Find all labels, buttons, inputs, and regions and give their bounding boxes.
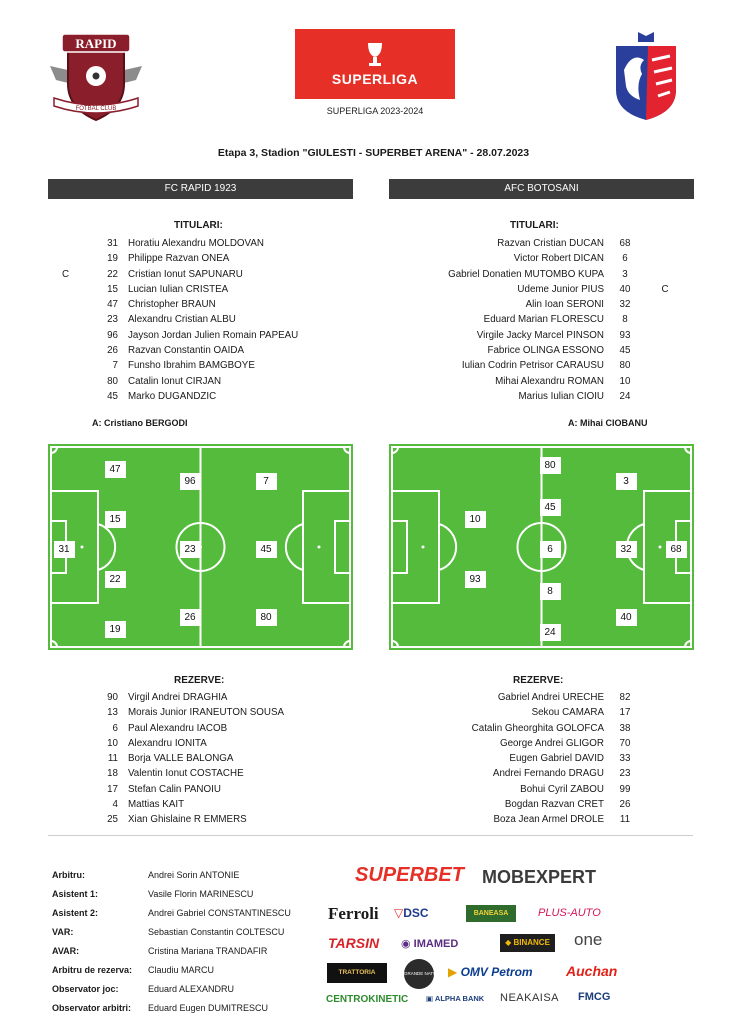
superliga-logo: [295, 29, 455, 99]
player-row: [62, 705, 362, 720]
captain-marker: C: [62, 268, 70, 280]
official-role: Asistent 1:: [52, 889, 99, 899]
sponsor-imamed: [401, 937, 458, 950]
player-name: Cristian Ionut SAPUNARU: [128, 268, 243, 280]
pitch-player-marker: 19: [105, 621, 126, 638]
player-name: Virgile Jacky Marcel PINSON: [476, 329, 604, 341]
player-name: George Andrei GLIGOR: [499, 737, 604, 749]
player-row: [380, 736, 686, 751]
player-number: 15: [107, 283, 118, 295]
pitch-player-marker: 40: [616, 609, 637, 626]
sponsor-baneasa: BANEASA: [466, 905, 516, 922]
superliga-logo-text: SUPERLIGA: [331, 71, 419, 87]
pitch-player-marker: 8: [540, 583, 561, 600]
player-row: [62, 751, 362, 766]
match-info: Etapa 3, Stadion "GIULESTI - SUPERBET ARENA" - 28.07.2023: [217, 147, 530, 159]
player-row: [62, 374, 362, 389]
crown-icon: [638, 32, 654, 42]
official-role: Observator joc:: [52, 984, 119, 994]
player-name: Mattias KAIT: [128, 799, 185, 811]
sponsor-neakaisa: NEAKAISA: [500, 992, 560, 1004]
player-row: [62, 328, 362, 343]
sponsor-dsc-label: DSC: [403, 906, 429, 920]
sponsor-auchan: Auchan: [566, 963, 618, 979]
player-row: [62, 766, 362, 781]
official-name: Sebastian Constantin COLTESCU: [148, 927, 285, 937]
rapid-club-logo: [48, 28, 144, 124]
pitch-player-marker: 24: [540, 624, 561, 641]
player-row: [380, 766, 686, 781]
away-formation-pitch: [389, 444, 694, 650]
pitch-player-marker: 32: [616, 541, 637, 558]
player-row: [62, 812, 362, 827]
pitch-player-marker: 68: [666, 541, 687, 558]
player-name: Stefan Calin PANOIU: [128, 783, 221, 795]
player-row: [62, 251, 362, 266]
player-name: Lucian Iulian CRISTEA: [128, 283, 229, 295]
official-name: Vasile Florin MARINESCU: [148, 889, 254, 899]
official-name: Andrei Gabriel CONSTANTINESCU: [148, 908, 291, 918]
pitch-player-marker: 6: [540, 541, 561, 558]
official-role: Observator arbitri:: [52, 1003, 132, 1013]
sponsor-tarsin: TARSIN: [328, 935, 380, 951]
player-number: 82: [619, 692, 631, 703]
player-name: Funsho Ibrahim BAMGBOYE: [128, 360, 255, 372]
player-name: Victor Robert DICAN: [513, 253, 604, 265]
pitch-player-marker: 31: [54, 541, 75, 558]
sponsor-imamed-label: IMAMED: [413, 938, 459, 950]
player-number: 10: [619, 375, 631, 387]
player-row: [380, 328, 686, 343]
player-number: 45: [107, 390, 118, 402]
player-row: [380, 797, 686, 812]
away-rezerve-title: REZERVE:: [513, 675, 564, 686]
player-name: Marko DUGANDZIC: [128, 390, 217, 402]
player-number: 4: [112, 799, 118, 811]
player-number: 24: [619, 390, 631, 402]
sponsor-one: one: [574, 930, 603, 949]
sponsor-binance: [500, 934, 555, 952]
sponsor-ferroli: Ferroli: [328, 904, 379, 923]
player-name: Eugen Gabriel DAVID: [509, 753, 604, 765]
rapid-logo-subtext: FOTBAL CLUB: [75, 106, 117, 112]
home-coach: A: Cristiano BERGODI: [92, 418, 188, 428]
player-row: [380, 812, 686, 827]
player-name: Bohui Cyril ZABOU: [520, 783, 604, 795]
pitch-player-marker: 45: [540, 499, 561, 516]
official-name: Claudiu MARCU: [148, 965, 215, 975]
player-row: [62, 797, 362, 812]
player-name: Xian Ghislaine R EMMERS: [128, 814, 247, 826]
sponsor-omv-label: OMV Petrom: [460, 965, 533, 979]
official-name: Eduard ALEXANDRU: [148, 984, 235, 994]
player-name: Virgil Andrei DRAGHIA: [128, 692, 228, 703]
player-row: [380, 705, 686, 720]
player-row: [380, 374, 686, 389]
pitch-player-marker: 26: [180, 609, 201, 626]
official-name: Andrei Sorin ANTONIE: [148, 870, 240, 880]
player-name: Catalin Gheorghita GOLOFCA: [471, 722, 604, 734]
player-name: Paul Alexandru IACOB: [128, 722, 228, 734]
dsc-mark-icon: ▽: [394, 906, 404, 920]
home-team-bar: FC RAPID 1923: [48, 179, 353, 199]
player-row: [380, 251, 686, 266]
section-divider: [48, 835, 693, 836]
away-subs-list: [380, 690, 686, 828]
home-starters-list: [62, 236, 362, 404]
player-row: [380, 236, 686, 251]
player-number: 40: [619, 283, 631, 295]
player-name: Eduard Marian FLORESCU: [483, 314, 604, 326]
pitch-player-marker: 10: [465, 511, 486, 528]
imamed-mark-icon: ◉: [401, 938, 414, 950]
player-row: [380, 782, 686, 797]
player-name: Alin Ioan SERONI: [525, 299, 604, 311]
player-name: Bogdan Razvan CRET: [504, 799, 604, 811]
sponsor-plus-auto: PLUS-AUTO: [538, 907, 601, 919]
player-name: Valentin Ionut COSTACHE: [128, 768, 244, 780]
official-role: Arbitru de rezerva:: [52, 965, 133, 975]
player-number: 6: [622, 253, 628, 265]
player-name: Udeme Junior PIUS: [517, 283, 604, 295]
pitch-player-marker: 23: [180, 541, 201, 558]
player-number: 38: [619, 722, 631, 734]
player-name: Morais Junior IRANEUTON SOUSA: [128, 707, 285, 719]
player-number: 68: [619, 238, 631, 249]
player-name: Gabriel Donatien MUTOMBO KUPA: [448, 268, 604, 280]
player-row: [380, 343, 686, 358]
player-row: [62, 389, 362, 404]
player-name: Alexandru Cristian ALBU: [128, 314, 236, 326]
player-number: 6: [112, 722, 118, 734]
player-row: [380, 297, 686, 312]
pitch-player-marker: 45: [256, 541, 277, 558]
sponsor-omv-petrom: [448, 965, 533, 979]
player-name: Jayson Jordan Julien Romain PAPEAU: [128, 329, 299, 341]
player-row: [62, 343, 362, 358]
player-number: 23: [619, 768, 631, 780]
home-titulari-title: TITULARI:: [174, 220, 223, 231]
player-number: 7: [112, 360, 118, 372]
player-row: [62, 267, 362, 282]
player-name: Catalin Ionut CIRJAN: [128, 375, 222, 387]
official-role: AVAR:: [52, 946, 80, 956]
pitch-player-marker: 47: [105, 461, 126, 478]
player-number: 13: [107, 707, 118, 719]
player-name: Alexandru IONITA: [128, 737, 207, 749]
sponsor-superbet: SUPERBET: [355, 864, 464, 886]
player-row: [62, 782, 362, 797]
player-name: Razvan Constantin OAIDA: [128, 345, 244, 357]
sponsor-fmcg: FMCG: [578, 991, 611, 1003]
home-rezerve-title: REZERVE:: [174, 675, 225, 686]
away-starters-list: [380, 236, 686, 404]
away-titulari-title: TITULARI:: [510, 220, 559, 231]
player-number: 26: [107, 345, 118, 357]
alpha-mark-icon: ▣: [426, 994, 435, 1003]
pitch-player-marker: 7: [256, 473, 277, 490]
season-label: SUPERLIGA 2023-2024: [326, 106, 424, 116]
rapid-logo-text: RAPID: [75, 36, 117, 51]
omv-mark-icon: ▶: [448, 965, 461, 979]
player-number: 93: [619, 329, 631, 341]
player-number: 26: [619, 799, 631, 811]
player-row: [62, 236, 362, 251]
sponsor-dsc: [394, 906, 429, 920]
player-row: [62, 297, 362, 312]
pitch-player-marker: 3: [616, 473, 637, 490]
player-number: 23: [107, 314, 118, 326]
player-row: [380, 358, 686, 373]
player-name: Borja VALLE BALONGA: [128, 753, 234, 765]
player-number: 19: [107, 253, 118, 265]
player-name: Mihai Alexandru ROMAN: [495, 375, 604, 387]
player-row: [380, 721, 686, 736]
home-formation-pitch: [48, 444, 353, 650]
player-number: 33: [619, 753, 631, 765]
player-number: 70: [619, 737, 631, 749]
official-role: Asistent 2:: [52, 908, 99, 918]
player-number: 17: [619, 707, 631, 719]
player-number: 32: [619, 299, 631, 311]
player-number: 45: [619, 345, 631, 357]
player-number: 96: [107, 329, 118, 341]
captain-marker: C: [661, 283, 669, 295]
player-number: 99: [619, 783, 631, 795]
player-number: 18: [107, 768, 118, 780]
player-row: [380, 751, 686, 766]
pitch-player-marker: 96: [180, 473, 201, 490]
sponsor-trattoria: TRATTORIA: [327, 963, 387, 983]
player-name: Horatiu Alexandru MOLDOVAN: [128, 238, 264, 249]
official-role: VAR:: [52, 927, 74, 937]
binance-mark-icon: ◆: [505, 938, 514, 947]
official-name: Cristina Mariana TRANDAFIR: [148, 946, 268, 956]
player-name: Fabrice OLINGA ESSONO: [487, 345, 604, 357]
player-row: [62, 690, 362, 705]
player-number: 31: [107, 238, 118, 249]
player-number: 22: [107, 268, 118, 280]
player-row: [380, 312, 686, 327]
player-name: Razvan Cristian DUCAN: [497, 238, 604, 249]
home-subs-list: [62, 690, 362, 828]
sponsor-binance-label: BINANCE: [513, 938, 550, 947]
official-name: Eduard Eugen DUMITRESCU: [148, 1003, 269, 1013]
official-role: Arbitru:: [52, 870, 85, 880]
player-row: [62, 736, 362, 751]
pitch-player-marker: 22: [105, 571, 126, 588]
player-name: Boza Jean Armel DROLE: [493, 814, 604, 826]
player-name: Christopher BRAUN: [128, 299, 216, 311]
player-number: 17: [107, 783, 118, 795]
pitch-player-marker: 80: [256, 609, 277, 626]
pitch-player-marker: 15: [105, 511, 126, 528]
player-row: [380, 282, 686, 297]
player-number: 47: [107, 299, 118, 311]
player-number: 8: [622, 314, 628, 326]
player-name: Sekou CAMARA: [531, 707, 604, 719]
player-row: [380, 267, 686, 282]
pitch-player-marker: 80: [540, 457, 561, 474]
sponsor-alpha-bank: [426, 994, 484, 1003]
away-team-bar: AFC BOTOSANI: [389, 179, 694, 199]
player-name: Gabriel Andrei URECHE: [497, 692, 604, 703]
away-coach: A: Mihai CIOBANU: [568, 418, 648, 428]
player-number: 90: [107, 692, 118, 703]
player-row: [62, 721, 362, 736]
player-row: [62, 312, 362, 327]
player-number: 25: [107, 814, 118, 826]
player-number: 11: [619, 814, 631, 826]
player-number: 80: [619, 360, 631, 372]
player-name: Iulian Codrin Petrisor CARAUSU: [461, 360, 604, 372]
player-row: [62, 282, 362, 297]
pitch-player-marker: 93: [465, 571, 486, 588]
player-number: 3: [622, 268, 628, 280]
trophy-icon: [363, 41, 387, 69]
player-name: Andrei Fernando DRAGU: [492, 768, 604, 780]
player-name: Marius Iulian CIOIU: [518, 390, 604, 402]
player-number: 11: [107, 753, 118, 765]
player-row: [62, 358, 362, 373]
sponsor-mobexpert: MOBEXPERT: [482, 867, 597, 887]
player-name: Philippe Razvan ONEA: [128, 253, 230, 265]
player-row: [380, 690, 686, 705]
player-number: 10: [107, 737, 118, 749]
player-number: 80: [107, 375, 118, 387]
sponsor-grande-natura: GRANDE NATURA: [404, 959, 434, 989]
player-row: [380, 389, 686, 404]
sponsor-centrokinetic: CENTROKINETIC: [326, 994, 409, 1005]
sponsor-alpha-label: ALPHA BANK: [434, 994, 485, 1003]
botosani-club-logo: [612, 30, 680, 122]
